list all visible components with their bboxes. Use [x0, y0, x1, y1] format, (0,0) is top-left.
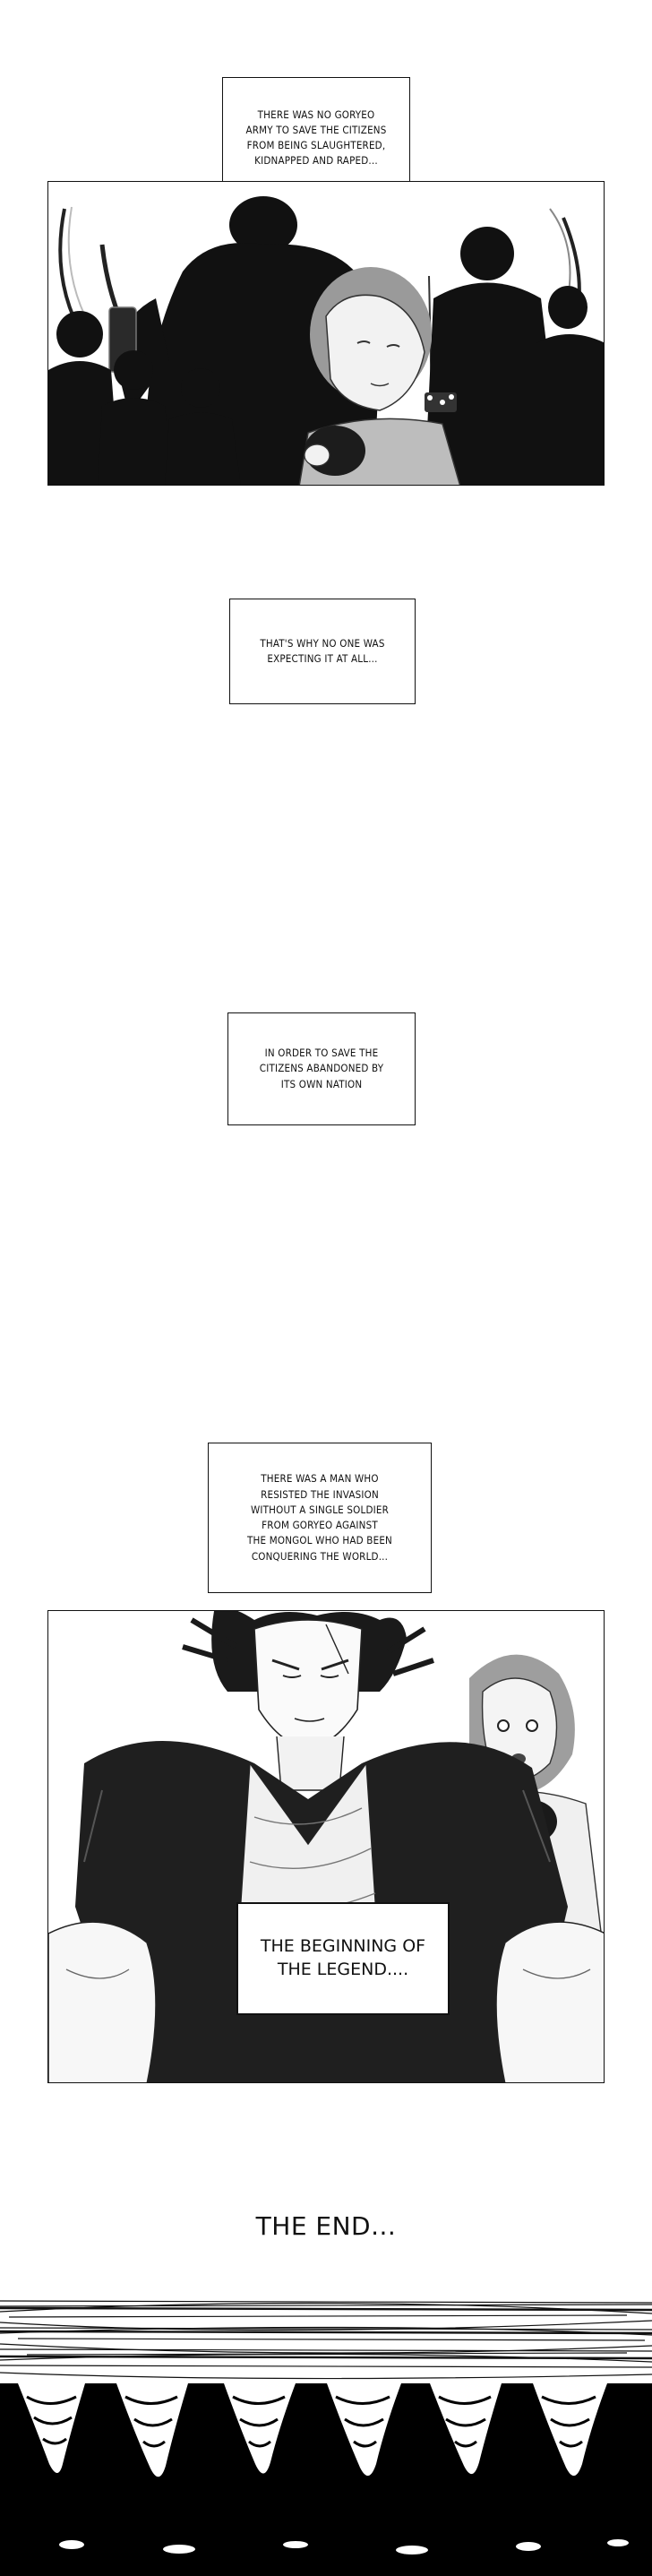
narration-caption-3: IN ORDER TO SAVE THE CITIZENS ABANDONED BY ITS OWN NATION — [227, 1012, 416, 1125]
end-title: THE END... — [255, 2211, 397, 2241]
legend-caption-box: THE BEGINNING OF THE LEGEND.... — [236, 1902, 450, 2015]
panel-invasion-illustration — [48, 182, 605, 486]
narration-caption-1: THERE WAS NO GORYEO ARMY TO SAVE THE CITIZENS FROM BEING SLAUGHTERED, KIDNAPPED AND RAPED... — [222, 77, 410, 199]
bottom-scribble-strip — [0, 2276, 652, 2576]
narration-caption-2: THAT'S WHY NO ONE WAS EXPECTING IT AT ALL... — [229, 599, 416, 704]
scribble-illustration — [0, 2276, 652, 2576]
narration-caption-4: THERE WAS A MAN WHO RESISTED THE INVASION WITHOUT A SINGLE SOLDIER FROM GORYEO AGAINST THE MONGOL WHO HAD BEEN CONQUERING THE WORLD... — [208, 1443, 432, 1593]
panel-hero-introduction — [47, 1610, 605, 2083]
panel-invasion-silhouettes — [47, 181, 605, 486]
